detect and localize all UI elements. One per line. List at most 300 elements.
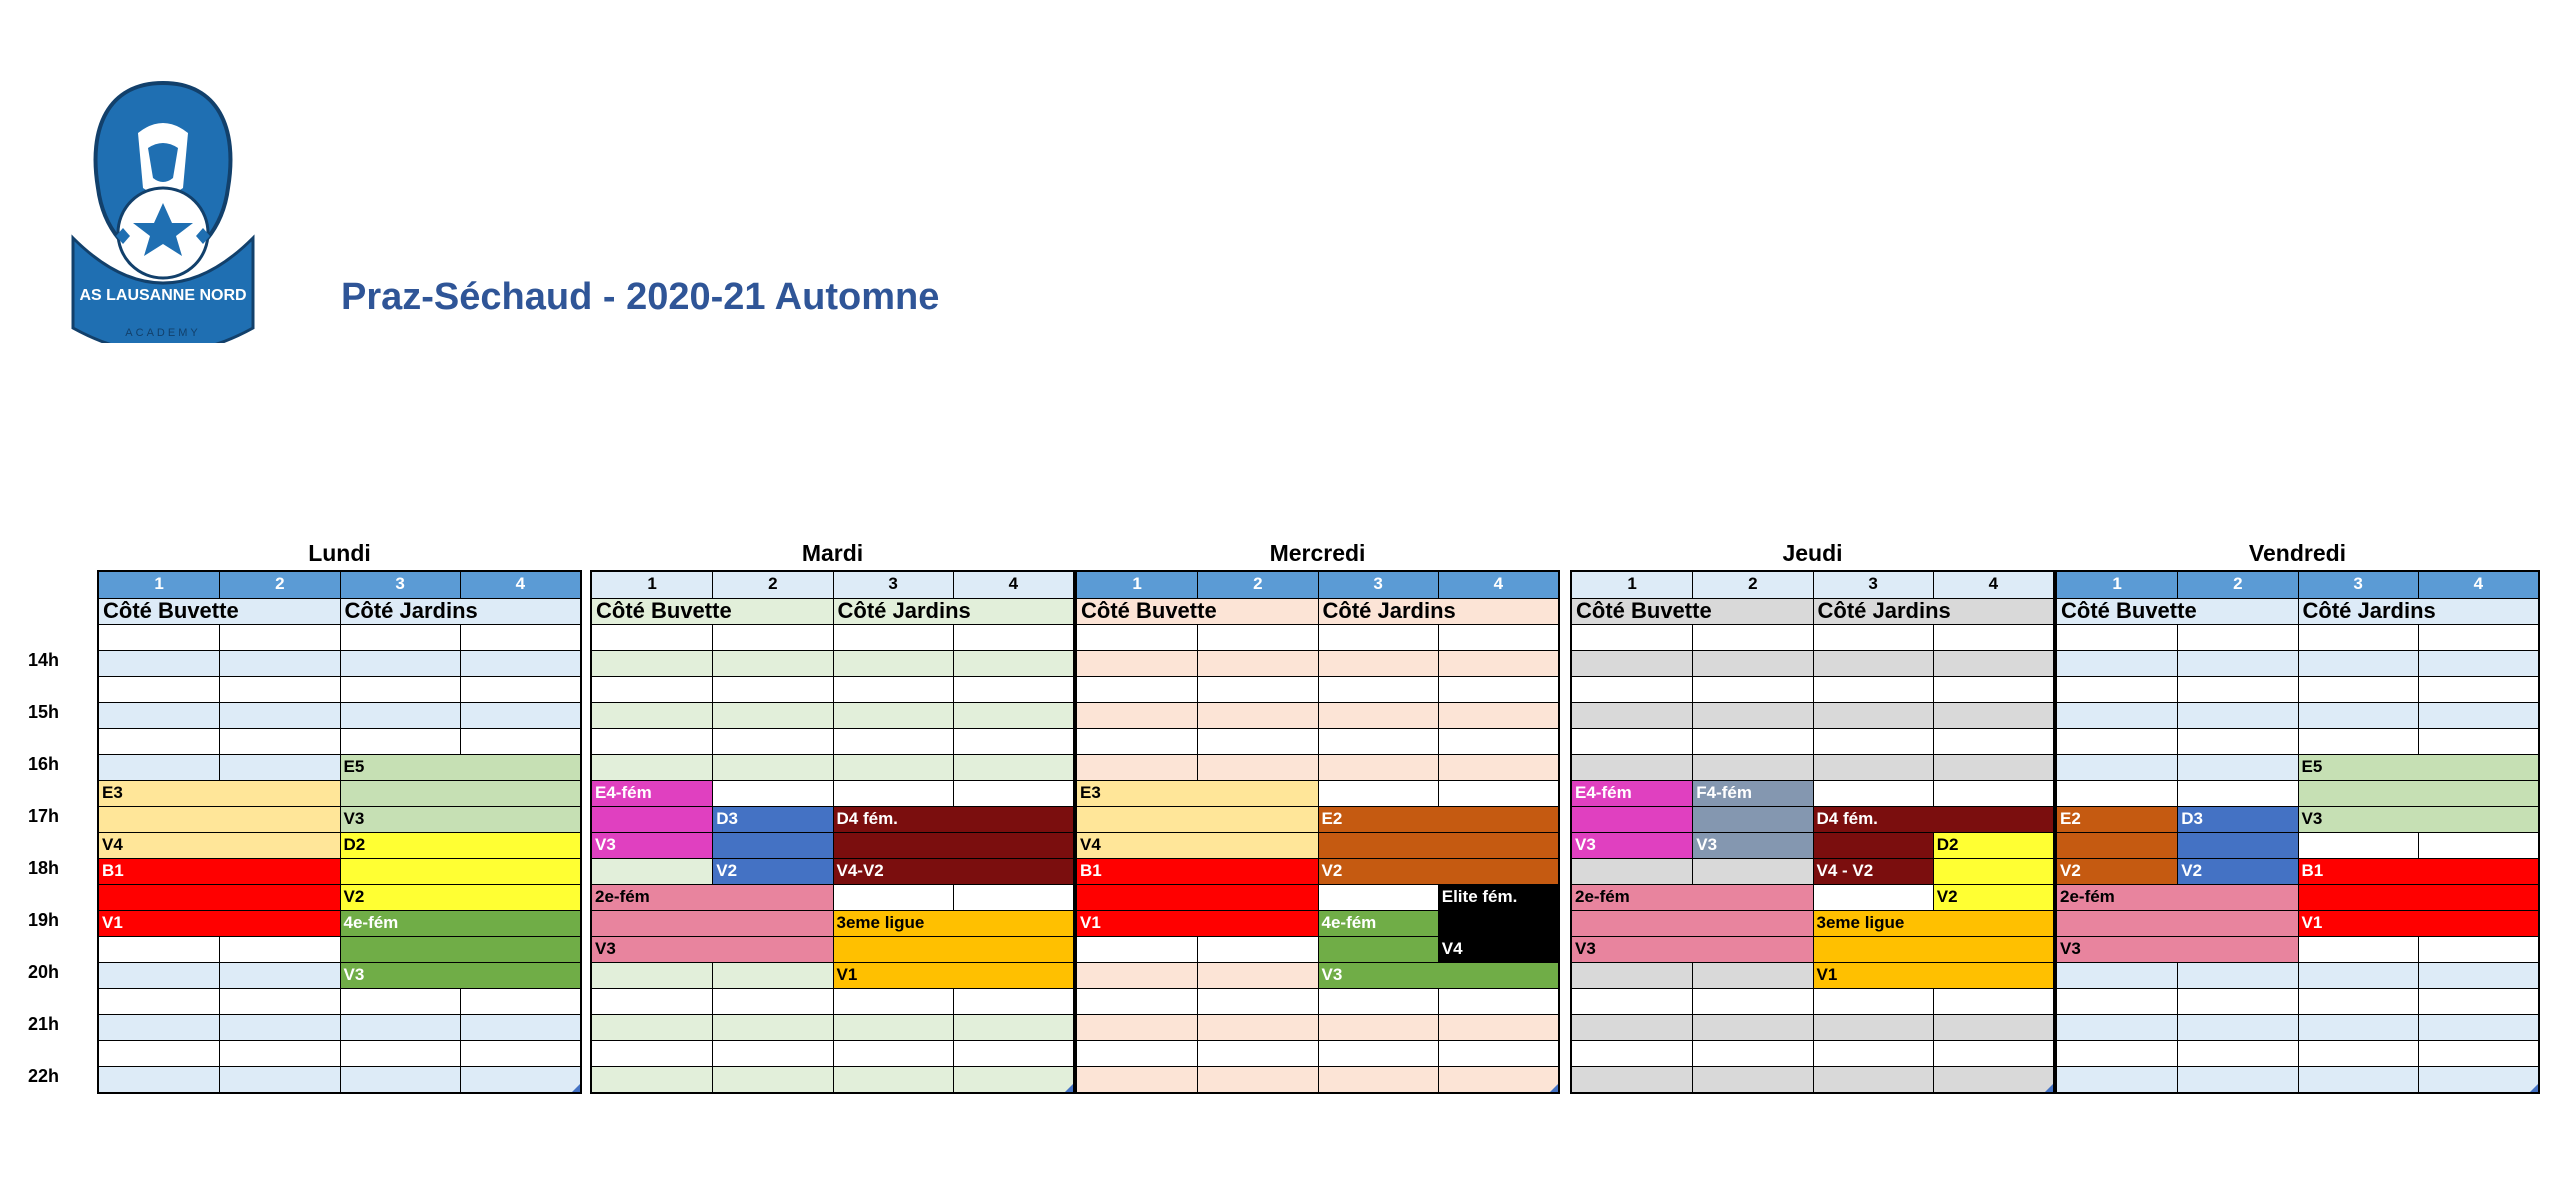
empty-slot: [1438, 755, 1558, 780]
empty-slot: [1933, 677, 2053, 702]
schedule-slot: [592, 911, 833, 936]
empty-slot: [1438, 989, 1558, 1014]
time-row: [2057, 884, 2538, 910]
side-label: Côté Jardins: [2298, 599, 2539, 624]
time-row: [592, 1014, 1073, 1040]
empty-slot: [1692, 677, 1812, 702]
time-row: [99, 702, 580, 728]
empty-slot: [592, 1067, 712, 1092]
empty-slot: [2057, 677, 2177, 702]
time-row: [99, 1040, 580, 1066]
schedule-slot: [1077, 885, 1318, 910]
empty-slot: [1077, 677, 1197, 702]
empty-slot: [340, 703, 460, 728]
empty-slot: [1438, 651, 1558, 676]
time-row: [2057, 754, 2538, 780]
empty-slot: [953, 729, 1073, 754]
empty-slot: [2177, 1067, 2297, 1092]
empty-slot: [1438, 781, 1558, 806]
schedule-slot: V3: [340, 963, 581, 988]
empty-slot: [592, 1041, 712, 1066]
schedule-slot: [1933, 859, 2053, 884]
empty-slot: [460, 989, 580, 1014]
club-logo: [68, 78, 258, 343]
empty-slot: [99, 963, 219, 988]
schedule-slot: [1077, 807, 1318, 832]
empty-slot: [1077, 651, 1197, 676]
day-name: Mardi: [801, 540, 864, 566]
time-row: [592, 988, 1073, 1014]
empty-slot: [219, 963, 339, 988]
schedule-slot: V2: [340, 885, 581, 910]
empty-slot: [2418, 1067, 2538, 1092]
empty-slot: [1077, 963, 1197, 988]
empty-slot: [1318, 625, 1438, 650]
schedule-slot: [1692, 807, 1812, 832]
side-label: Côté Buvette: [2057, 599, 2298, 624]
time-row: [1077, 780, 1558, 806]
time-row: [2057, 806, 2538, 832]
empty-slot: [1813, 885, 1933, 910]
schedule-slot: [2298, 781, 2539, 806]
empty-slot: [99, 703, 219, 728]
schedule-slot: [1438, 911, 1558, 936]
column-number: 4: [953, 572, 1073, 598]
schedule-slot: [2298, 885, 2539, 910]
empty-slot: [99, 1067, 219, 1092]
time-row: [2057, 910, 2538, 936]
schedule-slot: V4-V2: [833, 859, 1074, 884]
empty-slot: [1077, 625, 1197, 650]
empty-slot: [1197, 989, 1317, 1014]
empty-slot: [2418, 651, 2538, 676]
time-row: [1077, 624, 1558, 650]
empty-slot: [219, 1067, 339, 1092]
column-number: 3: [340, 572, 460, 598]
schedule-slot: V2: [1933, 885, 2053, 910]
empty-slot: [1572, 1041, 1692, 1066]
time-row: [99, 780, 580, 806]
schedule-slot: B1: [2298, 859, 2539, 884]
time-row: [592, 754, 1073, 780]
column-number: 1: [592, 572, 712, 598]
column-number-row: [592, 572, 1073, 598]
hour-label: 18h: [28, 858, 60, 878]
empty-slot: [1933, 651, 2053, 676]
time-row: [99, 624, 580, 650]
empty-slot: [592, 963, 712, 988]
time-row: [1077, 1040, 1558, 1066]
empty-slot: [2057, 651, 2177, 676]
day-mercredi: [1075, 540, 1560, 984]
hour-label: 16h: [28, 754, 60, 774]
column-number: 1: [2057, 572, 2177, 598]
side-label-row: [1077, 598, 1558, 624]
empty-slot: [340, 1041, 460, 1066]
empty-slot: [1933, 989, 2053, 1014]
schedule-slot: [340, 937, 581, 962]
empty-slot: [219, 755, 339, 780]
empty-slot: [219, 651, 339, 676]
empty-slot: [1318, 651, 1438, 676]
empty-slot: [2298, 651, 2418, 676]
empty-slot: [1572, 755, 1692, 780]
empty-slot: [460, 703, 580, 728]
column-number: 2: [1197, 572, 1317, 598]
schedule-slot: V3: [1692, 833, 1812, 858]
time-row: [1572, 1014, 2053, 1040]
empty-slot: [99, 1015, 219, 1040]
empty-slot: [953, 677, 1073, 702]
schedule-slot: 2e-fém: [592, 885, 833, 910]
empty-slot: [1692, 703, 1812, 728]
day-lundi: [97, 540, 582, 984]
empty-slot: [712, 1041, 832, 1066]
empty-slot: [953, 1041, 1073, 1066]
day-grid: [97, 570, 582, 1094]
empty-slot: [2177, 963, 2297, 988]
schedule-slot: V2: [712, 859, 832, 884]
time-row: [1077, 754, 1558, 780]
empty-slot: [2418, 1015, 2538, 1040]
time-row: [2057, 650, 2538, 676]
resize-handle-icon: [2045, 1084, 2053, 1092]
empty-slot: [1077, 1041, 1197, 1066]
time-row: [1077, 962, 1558, 988]
day-grid: [1570, 570, 2055, 1094]
empty-slot: [99, 677, 219, 702]
time-row: [1572, 754, 2053, 780]
time-row: [2057, 780, 2538, 806]
empty-slot: [2418, 833, 2538, 858]
time-row: [592, 806, 1073, 832]
schedule-slot: 4e-fém: [340, 911, 581, 936]
time-row: [99, 754, 580, 780]
side-label-row: [2057, 598, 2538, 624]
schedule-slot: F4-fém: [1692, 781, 1812, 806]
schedule-slot: V4 - V2: [1813, 859, 1933, 884]
empty-slot: [1572, 677, 1692, 702]
empty-slot: [1318, 1067, 1438, 1092]
column-number: 2: [219, 572, 339, 598]
empty-slot: [592, 989, 712, 1014]
empty-slot: [592, 651, 712, 676]
hour-label: 19h: [28, 910, 60, 930]
empty-slot: [460, 677, 580, 702]
schedule-slot: V3: [592, 937, 833, 962]
schedule-slot: D2: [1933, 833, 2053, 858]
empty-slot: [2298, 989, 2418, 1014]
empty-slot: [1197, 1041, 1317, 1066]
empty-slot: [1933, 1067, 2053, 1092]
empty-slot: [1197, 625, 1317, 650]
empty-slot: [1933, 755, 2053, 780]
empty-slot: [1572, 625, 1692, 650]
empty-slot: [712, 729, 832, 754]
empty-slot: [340, 651, 460, 676]
side-label: Côté Buvette: [592, 599, 833, 624]
empty-slot: [1692, 859, 1812, 884]
day-mardi: [590, 540, 1075, 984]
empty-slot: [2177, 625, 2297, 650]
time-row: [1077, 832, 1558, 858]
empty-slot: [1077, 937, 1197, 962]
schedule-slot: Elite fém.: [1438, 885, 1558, 910]
empty-slot: [1318, 1015, 1438, 1040]
schedule-slot: V4: [1077, 833, 1318, 858]
empty-slot: [2418, 677, 2538, 702]
time-row: [1572, 1066, 2053, 1092]
empty-slot: [833, 677, 953, 702]
empty-slot: [1438, 1067, 1558, 1092]
empty-slot: [2057, 729, 2177, 754]
empty-slot: [2298, 833, 2418, 858]
schedule-slot: [1572, 911, 1813, 936]
empty-slot: [833, 781, 953, 806]
empty-slot: [1813, 989, 1933, 1014]
schedule-slot: D3: [2177, 807, 2297, 832]
day-grid: [590, 570, 1075, 1094]
empty-slot: [2298, 703, 2418, 728]
empty-slot: [1692, 1067, 1812, 1092]
time-row: [1572, 832, 2053, 858]
empty-slot: [1572, 1067, 1692, 1092]
empty-slot: [99, 989, 219, 1014]
schedule-slot: E3: [1077, 781, 1318, 806]
side-label: Côté Jardins: [340, 599, 581, 624]
empty-slot: [833, 729, 953, 754]
schedule-slot: E4-fém: [1572, 781, 1692, 806]
empty-slot: [2418, 963, 2538, 988]
schedule-slot: [340, 781, 581, 806]
empty-slot: [1438, 1041, 1558, 1066]
empty-slot: [2057, 755, 2177, 780]
empty-slot: [1318, 781, 1438, 806]
column-number: 2: [2177, 572, 2297, 598]
time-row: [99, 858, 580, 884]
empty-slot: [2418, 625, 2538, 650]
schedule-slot: [712, 833, 832, 858]
hour-label: 15h: [28, 702, 60, 722]
schedule-slot: 3eme ligue: [1813, 911, 2054, 936]
time-row: [1572, 676, 2053, 702]
time-row: [2057, 1014, 2538, 1040]
time-row: [1077, 676, 1558, 702]
empty-slot: [1077, 729, 1197, 754]
schedule-slot: V1: [1077, 911, 1318, 936]
empty-slot: [340, 1067, 460, 1092]
column-number: 1: [1077, 572, 1197, 598]
empty-slot: [2298, 625, 2418, 650]
empty-slot: [1197, 963, 1317, 988]
empty-slot: [1692, 989, 1812, 1014]
time-row: [592, 676, 1073, 702]
empty-slot: [712, 625, 832, 650]
empty-slot: [99, 651, 219, 676]
empty-slot: [219, 937, 339, 962]
empty-slot: [1318, 677, 1438, 702]
time-row: [592, 962, 1073, 988]
empty-slot: [340, 677, 460, 702]
empty-slot: [2177, 703, 2297, 728]
time-row: [592, 624, 1073, 650]
empty-slot: [2057, 1015, 2177, 1040]
empty-slot: [953, 703, 1073, 728]
schedule-slot: [1318, 833, 1559, 858]
empty-slot: [219, 1041, 339, 1066]
time-row: [99, 962, 580, 988]
empty-slot: [460, 651, 580, 676]
empty-slot: [1077, 1015, 1197, 1040]
empty-slot: [833, 651, 953, 676]
empty-slot: [2177, 1041, 2297, 1066]
empty-slot: [1318, 1041, 1438, 1066]
empty-slot: [99, 1041, 219, 1066]
schedule-slot: [592, 807, 712, 832]
empty-slot: [1813, 703, 1933, 728]
empty-slot: [953, 1015, 1073, 1040]
empty-slot: [1692, 625, 1812, 650]
time-row: [2057, 1040, 2538, 1066]
schedule-slot: V3: [2057, 937, 2298, 962]
empty-slot: [1318, 729, 1438, 754]
time-row: [592, 780, 1073, 806]
day-grid: [2055, 570, 2540, 1094]
schedule-slot: E2: [1318, 807, 1559, 832]
empty-slot: [1318, 885, 1438, 910]
resize-handle-icon: [1550, 1084, 1558, 1092]
empty-slot: [219, 625, 339, 650]
schedule-slot: 3eme ligue: [833, 911, 1074, 936]
hour-label: 20h: [28, 962, 60, 982]
empty-slot: [1692, 1041, 1812, 1066]
schedule-slot: [833, 937, 1074, 962]
schedule-slot: [1813, 833, 1933, 858]
page-title: Praz-Séchaud - 2020-21 Automne: [341, 276, 940, 318]
empty-slot: [2298, 677, 2418, 702]
empty-slot: [1933, 703, 2053, 728]
empty-slot: [219, 729, 339, 754]
column-number: 4: [2418, 572, 2538, 598]
empty-slot: [1692, 729, 1812, 754]
time-row: [592, 1040, 1073, 1066]
schedule-slot: D2: [340, 833, 581, 858]
empty-slot: [2177, 729, 2297, 754]
side-label-row: [99, 598, 580, 624]
empty-slot: [1197, 729, 1317, 754]
schedule-slot: V3: [1572, 937, 1813, 962]
empty-slot: [219, 703, 339, 728]
time-row: [1572, 806, 2053, 832]
empty-slot: [953, 989, 1073, 1014]
time-row: [99, 936, 580, 962]
side-label-row: [592, 598, 1073, 624]
column-number: 3: [1813, 572, 1933, 598]
schedule-slot: B1: [99, 859, 340, 884]
day-grid: [1075, 570, 1560, 1094]
empty-slot: [953, 1067, 1073, 1092]
time-row: [2057, 676, 2538, 702]
time-row: [592, 910, 1073, 936]
empty-slot: [219, 1015, 339, 1040]
column-number-row: [1572, 572, 2053, 598]
schedule-slot: V2: [2177, 859, 2297, 884]
empty-slot: [1813, 1015, 1933, 1040]
empty-slot: [1572, 1015, 1692, 1040]
side-label: Côté Jardins: [1813, 599, 2054, 624]
empty-slot: [1813, 677, 1933, 702]
schedule-slot: V3: [1572, 833, 1692, 858]
day-name: Vendredi: [2248, 540, 2347, 566]
time-row: [1572, 858, 2053, 884]
empty-slot: [2298, 937, 2418, 962]
empty-slot: [1077, 1067, 1197, 1092]
empty-slot: [712, 1067, 832, 1092]
empty-slot: [2177, 989, 2297, 1014]
time-row: [1077, 858, 1558, 884]
empty-slot: [1197, 755, 1317, 780]
empty-slot: [833, 1015, 953, 1040]
time-row: [592, 650, 1073, 676]
empty-slot: [833, 625, 953, 650]
hour-label: 14h: [28, 650, 60, 670]
schedule-slot: E4-fém: [592, 781, 712, 806]
time-row: [1077, 884, 1558, 910]
schedule-slot: [2057, 833, 2177, 858]
empty-slot: [2298, 1067, 2418, 1092]
side-label: Côté Buvette: [1572, 599, 1813, 624]
empty-slot: [1438, 625, 1558, 650]
empty-slot: [1572, 989, 1692, 1014]
time-row: [592, 728, 1073, 754]
column-number: 2: [712, 572, 832, 598]
schedule-slot: 2e-fém: [2057, 885, 2298, 910]
resize-handle-icon: [572, 1084, 580, 1092]
empty-slot: [1572, 859, 1692, 884]
column-number: 1: [99, 572, 219, 598]
empty-slot: [2177, 1015, 2297, 1040]
empty-slot: [2177, 755, 2297, 780]
time-row: [99, 832, 580, 858]
time-row: [99, 806, 580, 832]
time-row: [99, 884, 580, 910]
empty-slot: [712, 781, 832, 806]
schedule-slot: V4: [1438, 937, 1558, 962]
schedule-slot: [2057, 911, 2298, 936]
empty-slot: [2057, 625, 2177, 650]
logo-subtitle: ACADEMY: [125, 327, 201, 339]
empty-slot: [219, 677, 339, 702]
empty-slot: [1692, 651, 1812, 676]
empty-slot: [1318, 703, 1438, 728]
empty-slot: [460, 1067, 580, 1092]
hour-label: 21h: [28, 1014, 60, 1034]
time-row: [592, 884, 1073, 910]
empty-slot: [1438, 677, 1558, 702]
empty-slot: [2418, 989, 2538, 1014]
empty-slot: [2057, 1067, 2177, 1092]
empty-slot: [1813, 781, 1933, 806]
schedule-slot: D3: [712, 807, 832, 832]
empty-slot: [2057, 963, 2177, 988]
empty-slot: [2298, 729, 2418, 754]
time-row: [1077, 1014, 1558, 1040]
time-row: [592, 1066, 1073, 1092]
hour-label: 17h: [28, 806, 60, 826]
empty-slot: [460, 625, 580, 650]
time-row: [1077, 1066, 1558, 1092]
schedule-slot: V3: [1318, 963, 1559, 988]
